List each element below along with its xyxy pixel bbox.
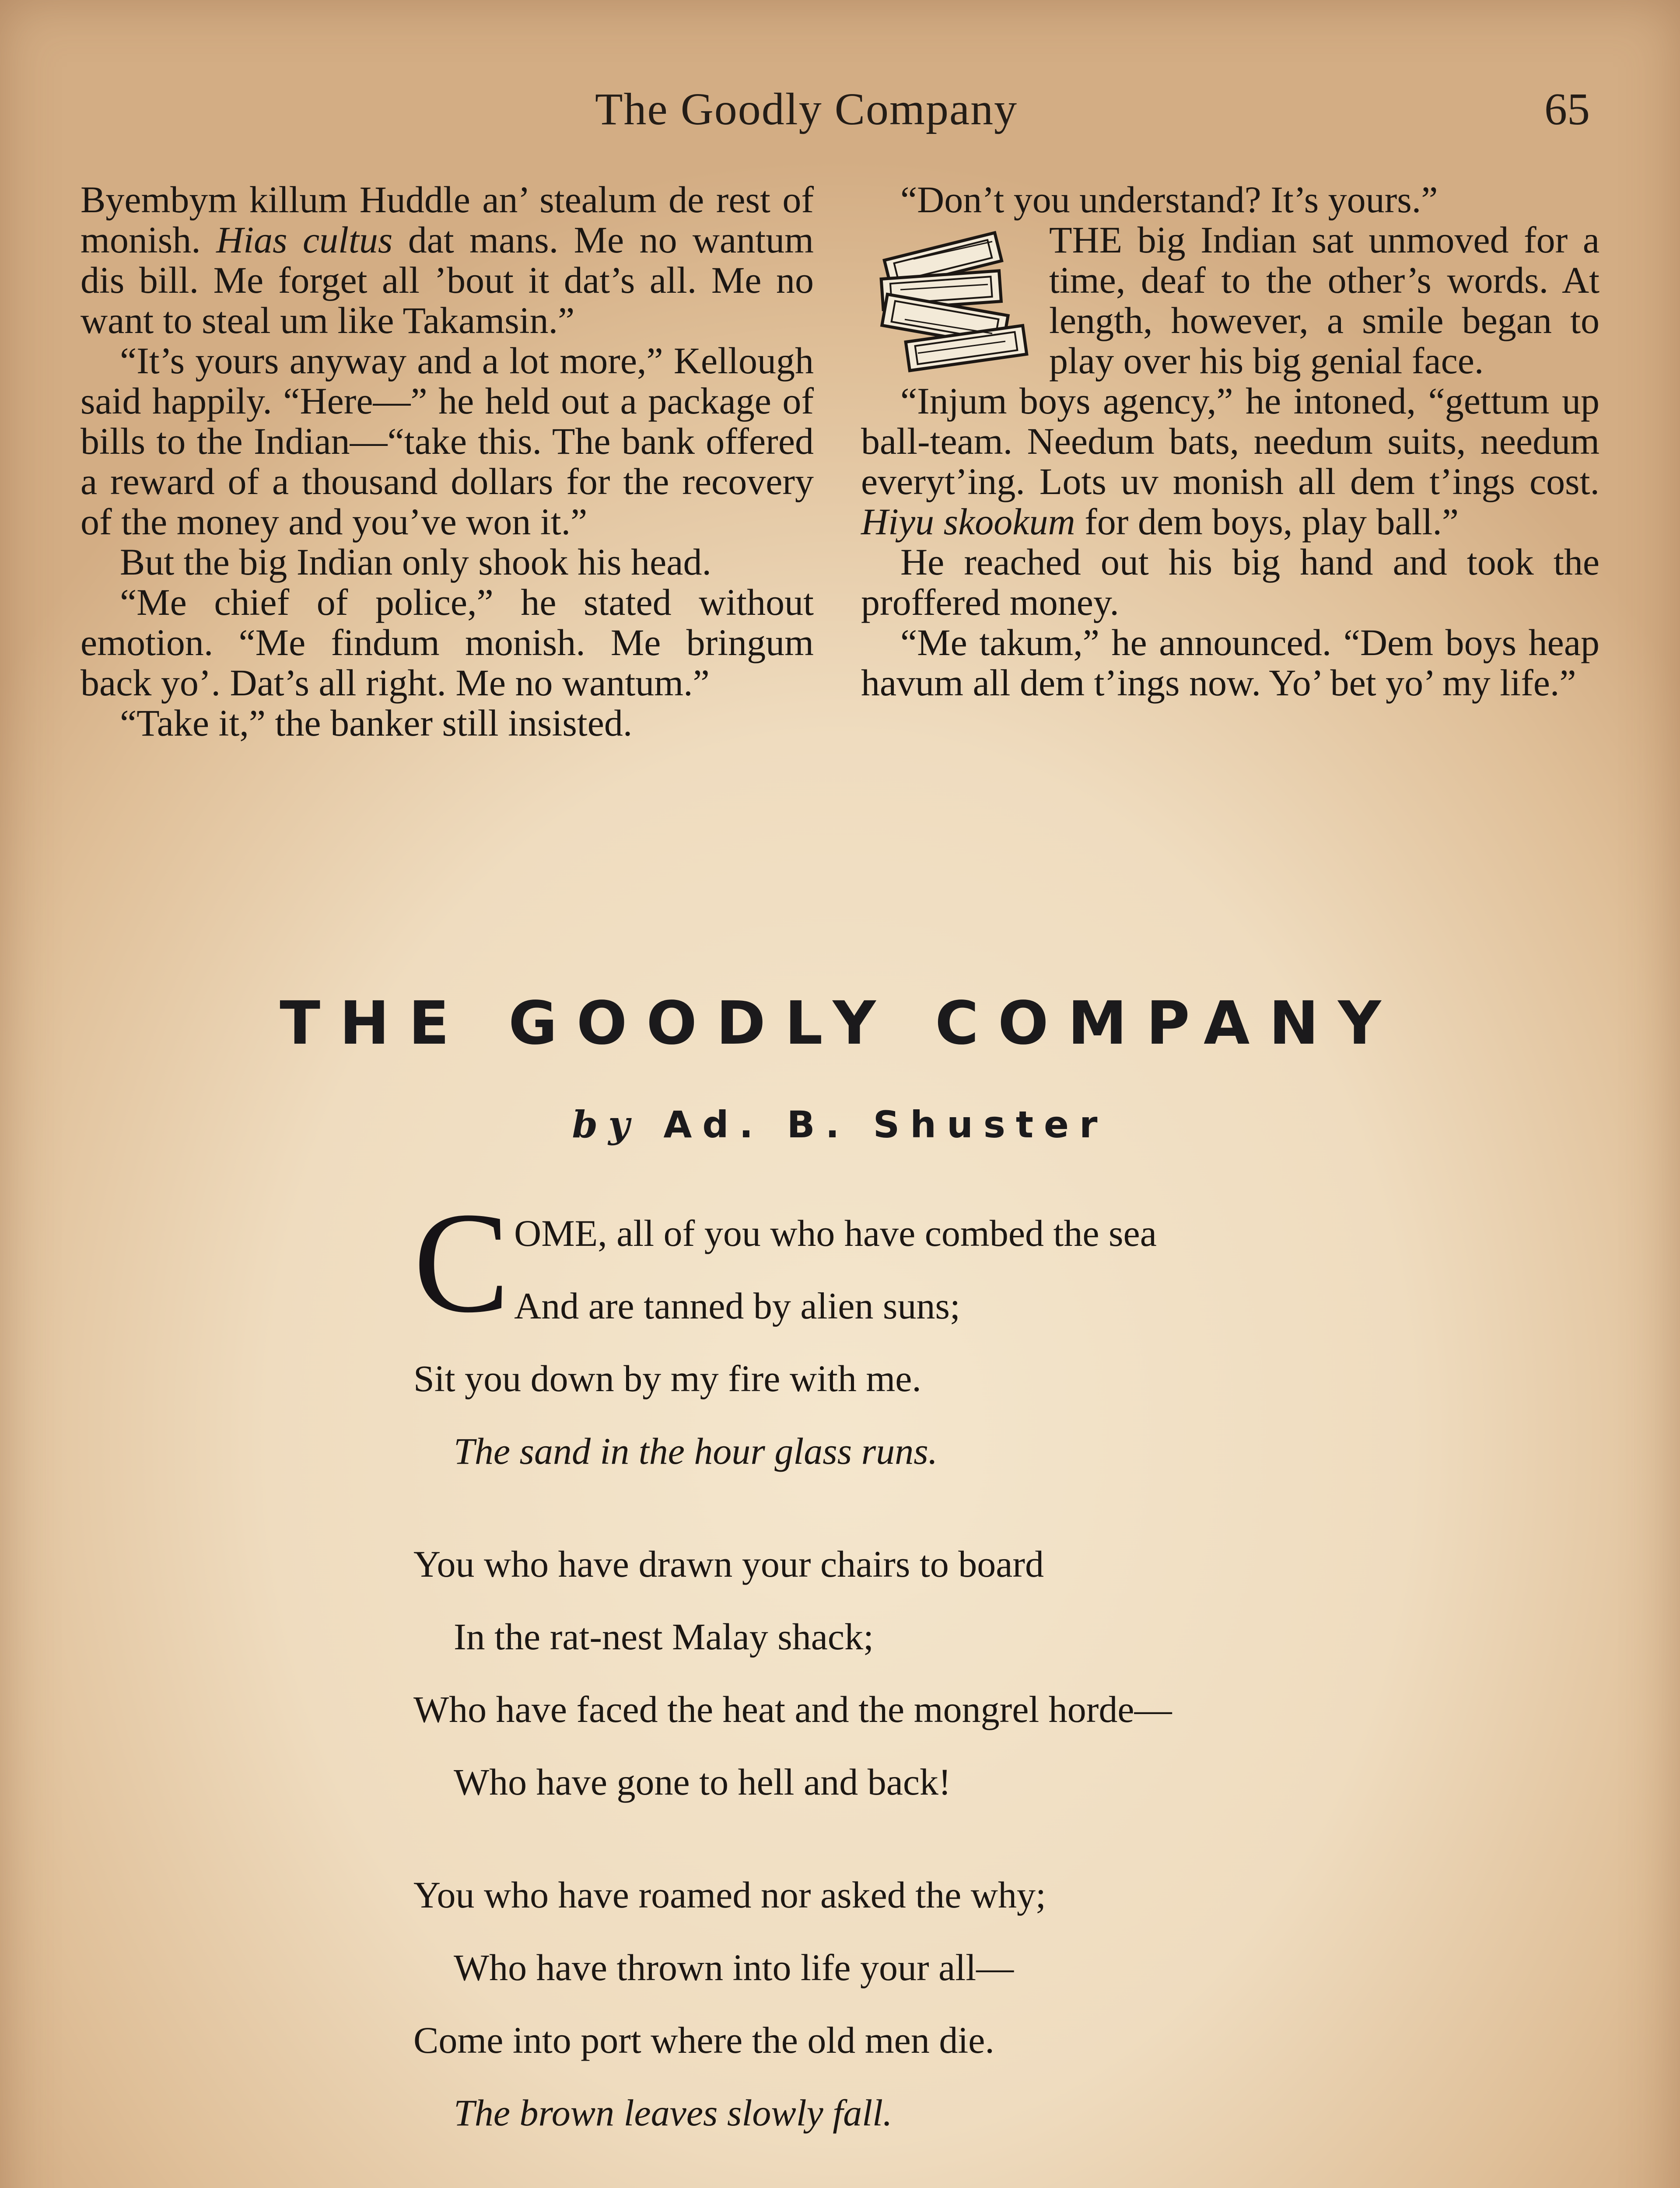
poem-body: [413, 1183, 1420, 2188]
poem-line: You who have roamed nor asked the why;: [413, 1874, 1046, 1916]
poem-line: Who have faced the heat and the mongrel horde—: [413, 1688, 1172, 1730]
poem-line: And are tanned by alien suns;: [514, 1285, 960, 1327]
paragraph: “Me chief of police,” he stated without emotion. “Me findum monish. Me bringum back yo’. Dat’s all right. Me no wantum.”: [80, 581, 814, 704]
running-head: The Goodly Company: [595, 84, 1018, 134]
poem-line: You who have drawn your chairs to board: [413, 1543, 1044, 1585]
paragraph: But the big Indian only shook his head.: [120, 541, 711, 583]
money-stack-illustration: [861, 228, 1036, 373]
stanza: [413, 1858, 1420, 2149]
byline-by: by: [572, 1103, 640, 1146]
poem-line: The brown leaves slowly fall.: [454, 2092, 892, 2134]
poem-line: In the rat-nest Malay shack;: [454, 1616, 874, 1658]
paragraph: THE big Indian sat unmoved for a time, deaf to the other’s words. At length, however, a smile began to play over his big genial face.: [861, 220, 1600, 381]
poem-line: Who have gone to hell and back!: [454, 1761, 951, 1803]
byline: [0, 1103, 1680, 1146]
paragraph: “Me takum,” he announced. “Dem boys heap havum all dem t’ings now. Yo’ bet yo’ my life.”: [861, 621, 1600, 704]
poem-line: Come into port where the old men die.: [413, 2019, 994, 2061]
poem-line: Who have thrown into life your all—: [454, 1946, 1014, 1988]
stanza: [413, 1528, 1420, 1818]
poem-line: OME, all of you who have combed the sea: [514, 1212, 1157, 1254]
stanza: [413, 1183, 1420, 1487]
poem-line: The sand in the hour glass runs.: [454, 1430, 938, 1472]
paragraph: He reached out his big hand and took the proffered money.: [861, 541, 1600, 623]
paragraph: “Don’t you understand? It’s yours.”: [900, 179, 1438, 221]
paragraph: “Injum boys agency,” he intoned, “gettum up ball-team. Needum bats, needum suits, needum everyt’ing. Lots uv monish all dem t’ings cost. Hiyu skookum for dem boys, play ball.”: [861, 380, 1600, 543]
poem-title: THE GOODLY COMPANY: [280, 989, 1400, 1058]
poem-line: Sit you down by my fire with me.: [413, 1357, 921, 1399]
right-column: [861, 179, 1600, 703]
paragraph: “It’s yours anyway and a lot more,” Kellough said happily. “Here—” he held out a package of bills to the Indian—“take this. The bank offered a reward of a thousand dollars for the recovery of the money and you’ve won it.”: [80, 340, 814, 543]
paragraph: Byembym killum Huddle an’ stealum de rest of monish. Hias cultus dat mans. Me no wantum dis bill. Me forget all ’bout it dat’s all. Me no want to steal um like Takamsin.”: [80, 179, 814, 341]
byline-author: Ad. B. Shuster: [663, 1103, 1108, 1146]
page-number: 65: [1544, 84, 1590, 134]
left-column: [80, 179, 814, 743]
drop-cap: C: [413, 1183, 510, 1343]
paragraph: “Take it,” the banker still insisted.: [120, 702, 633, 744]
